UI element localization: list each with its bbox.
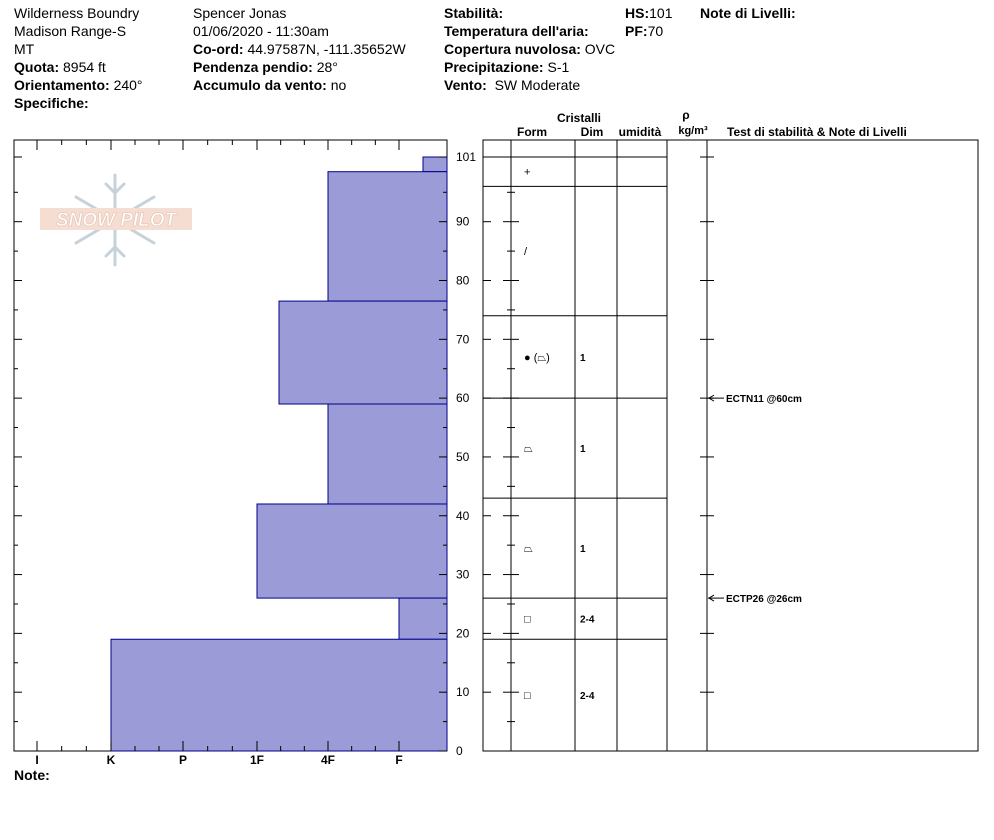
crystal-dim: 2-4 — [580, 691, 595, 703]
wind-label: Vento: — [444, 77, 487, 93]
crystal-table-frame — [483, 140, 978, 751]
crystal-form: + — [524, 166, 531, 179]
pf-label: PF: — [625, 23, 648, 39]
hs-value: 101 — [649, 5, 673, 21]
depth-tick-label: 30 — [456, 567, 470, 582]
stability-test-label: ECTP26 @26cm — [726, 594, 802, 606]
rho-header: ρ — [682, 108, 690, 122]
hs-label: HS: — [625, 5, 650, 21]
hardness-bar — [279, 301, 447, 404]
notes-label: Note: — [14, 767, 50, 783]
location-text: Wilderness Boundry — [14, 5, 140, 21]
depth-tick-label: 0 — [456, 744, 463, 758]
precip-label: Precipitazione: — [444, 59, 544, 75]
hardness-tick-label: I — [35, 753, 39, 767]
crystal-form: □ — [524, 613, 531, 626]
range-text: Madison Range-S — [14, 23, 127, 39]
state-text: MT — [14, 41, 35, 57]
crystal-form: ● (⏢) — [524, 351, 550, 364]
wind-loading-value: no — [330, 77, 347, 93]
stability-notes-header: Test di stabilità & Note di Livelli — [727, 125, 907, 139]
stability-tests — [708, 394, 802, 605]
snowpilot-logo — [40, 175, 192, 265]
cloud-value: OVC — [584, 41, 616, 57]
hardness-tick-label: 4F — [320, 753, 336, 767]
crystal-form: / — [524, 246, 528, 259]
hardness-tick-label: K — [106, 753, 116, 767]
datetime-text: 01/06/2020 - 11:30am — [193, 23, 329, 39]
hardness-bar — [111, 639, 447, 751]
crystal-dim: 1 — [580, 352, 586, 364]
depth-tick-label: 50 — [456, 449, 470, 464]
form-header: Form — [517, 125, 547, 139]
depth-tick-label: 20 — [456, 626, 470, 641]
cloud-label: Copertura nuvolosa: — [444, 41, 581, 57]
depth-tick-label: 40 — [456, 508, 470, 523]
stability-label: Stabilità: — [444, 5, 504, 21]
depth-tick-label: 101 — [456, 150, 477, 164]
hardness-tick-label: 1F — [249, 753, 265, 767]
depth-tick-label: 70 — [456, 332, 470, 347]
depth-tick-label: 10 — [456, 685, 470, 700]
crystal-form: □ — [524, 690, 531, 703]
crystal-dim: 2-4 — [580, 614, 595, 626]
crystal-dim: 1 — [580, 444, 586, 456]
depth-tick-label: 60 — [456, 391, 470, 406]
stability-test-label: ECTN11 @60cm — [726, 394, 802, 406]
coords-value: 44.97587N, -111.35652W — [247, 41, 406, 57]
crystals-header: Cristalli — [556, 111, 602, 125]
hardness-bar — [328, 172, 447, 301]
layer-notes-label: Note di Livelli: — [700, 5, 796, 21]
aspect-value: 240° — [113, 77, 143, 93]
crystal-form: ⏢ — [524, 443, 533, 456]
dim-header: Dim — [580, 125, 604, 139]
air-temp-label: Temperatura dell'aria: — [444, 23, 589, 39]
aspect-label: Orientamento: — [14, 77, 110, 93]
specifics-label: Specifiche: — [14, 95, 89, 111]
elevation-label: Quota: — [14, 59, 60, 75]
hardness-bars — [111, 157, 447, 751]
hardness-bar — [423, 157, 447, 172]
coords-label: Co-ord: — [193, 41, 244, 57]
precip-value: S-1 — [547, 59, 570, 75]
pf-value: 70 — [647, 23, 664, 39]
crystal-dim: 1 — [580, 544, 586, 556]
depth-tick-label: 80 — [456, 273, 470, 288]
observer-text: Spencer Jonas — [193, 5, 287, 21]
wind-value: SW Moderate — [494, 77, 581, 93]
wind-loading-label: Accumulo da vento: — [193, 77, 327, 93]
depth-tick-label: 90 — [456, 214, 470, 229]
logo-text: SNOW PILOT — [55, 210, 177, 231]
slope-label: Pendenza pendio: — [193, 59, 313, 75]
moisture-header: umidità — [618, 125, 662, 139]
hardness-tick-label: F — [395, 753, 403, 767]
slope-value: 28° — [316, 59, 338, 75]
hardness-bar — [328, 404, 447, 504]
crystal-form: ⏢ — [524, 543, 533, 556]
density-unit-header: kg/m³ — [678, 125, 708, 137]
hardness-bar — [257, 504, 447, 598]
hardness-tick-label: P — [178, 753, 188, 767]
elevation-value: 8954 ft — [63, 59, 106, 75]
